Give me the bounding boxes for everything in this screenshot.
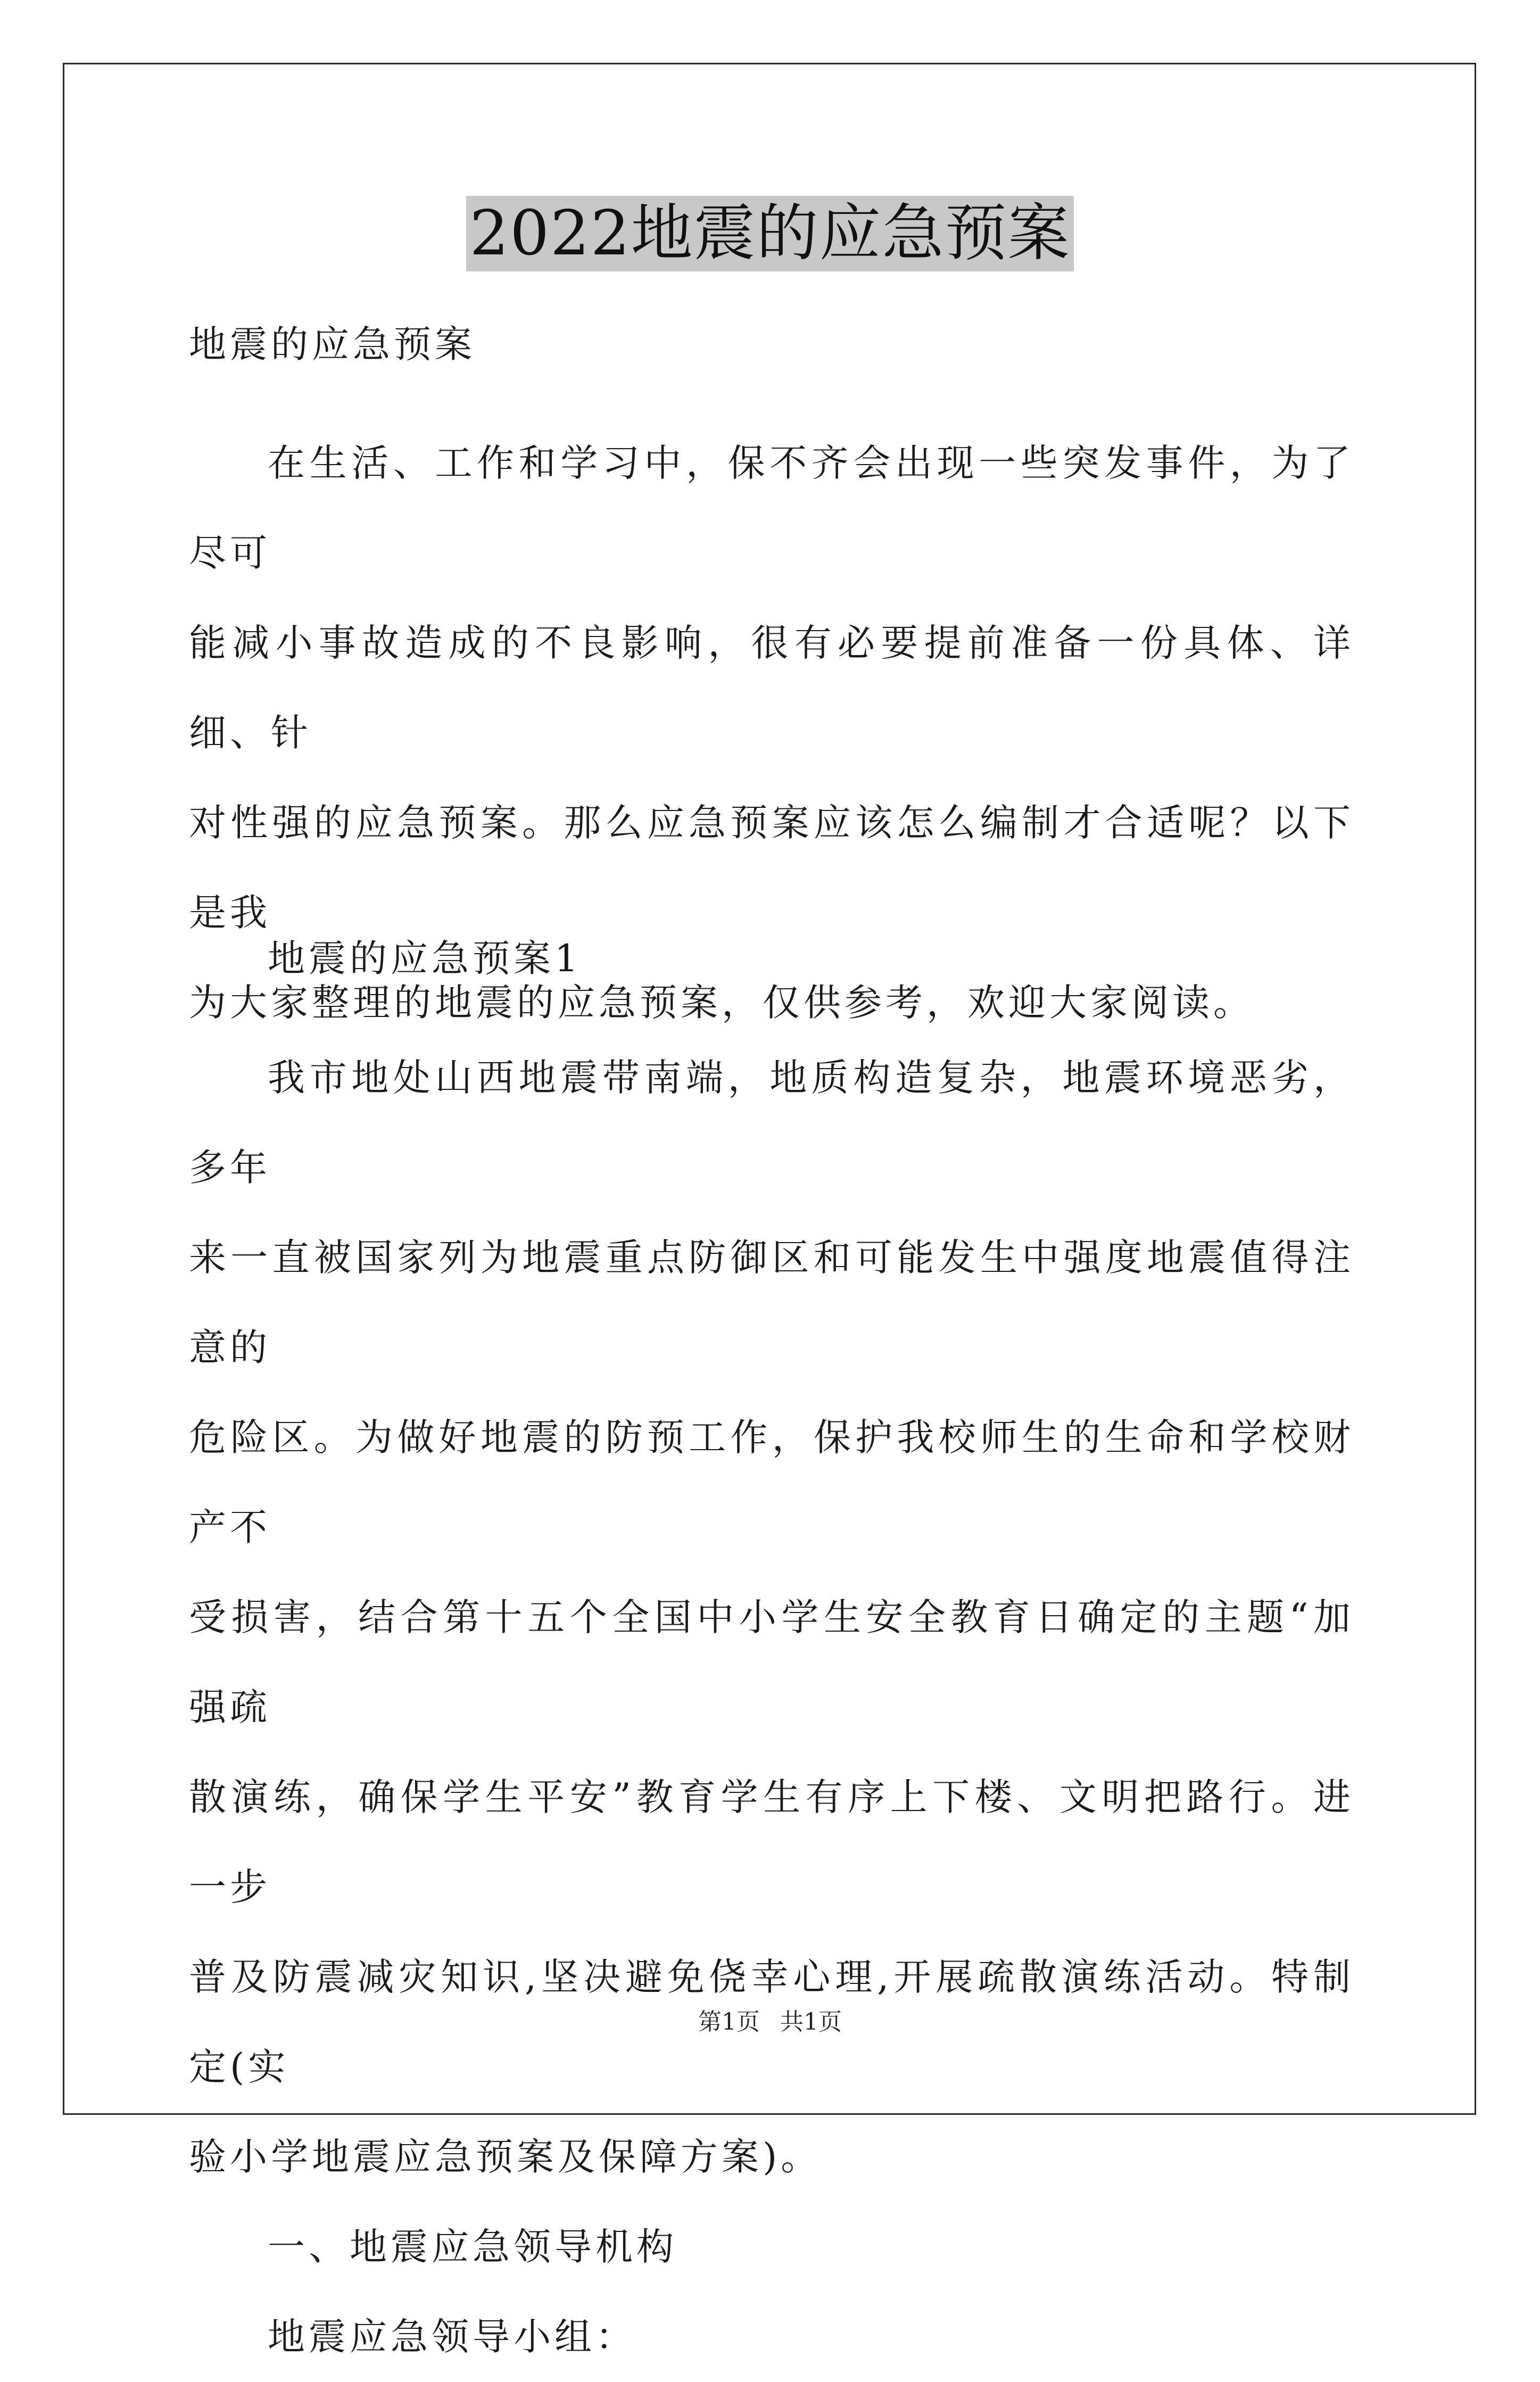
intro-line: 为大家整理的地震的应急预案，仅供参考，欢迎大家阅读。 (189, 981, 1254, 1024)
intro-line: 在生活、工作和学习中，保不齐会出现一些突发事件，为了尽可 (189, 441, 1354, 575)
document-title: 2022地震的应急预案 (466, 196, 1073, 271)
page-footer (0, 2006, 1540, 2038)
section1-line: 普及防震减灾知识,坚决避免侥幸心理,开展疏散演练活动。特制定(实 (189, 1955, 1354, 2089)
section1-line: 受损害，结合第十五个全国中小学生安全教育日确定的主题“加强疏 (189, 1595, 1354, 1729)
intro-line: 能减小事故造成的不良影响，很有必要提前准备一份具体、详细、针 (189, 621, 1354, 755)
item1-heading: 一、地震应急领导机构 (268, 2225, 677, 2269)
section1-heading-block (189, 914, 1354, 1004)
page-number: 第1页 (698, 2008, 760, 2036)
section1-paragraph (189, 1033, 1354, 2382)
page-total: 共1页 (780, 2008, 842, 2036)
intro-line: 对性强的应急预案。那么应急预案应该怎么编制才合适呢？以下是我 (189, 801, 1354, 934)
section1-line: 验小学地震应急预案及保障方案)。 (189, 2135, 822, 2179)
section1-line: 我市地处山西地震带南端，地质构造复杂，地震环境恶劣，多年 (189, 1056, 1354, 1189)
section1-line: 来一直被国家列为地震重点防御区和可能发生中强度地震值得注意的 (189, 1236, 1354, 1369)
intro-heading-block (189, 300, 1354, 390)
section1-heading: 地震的应急预案1 (268, 937, 582, 980)
section1-line: 散演练，确保学生平安”教育学生有序上下楼、文明把路行。进一步 (189, 1775, 1354, 1909)
section1-line: 危险区。为做好地震的防预工作，保护我校师生的生命和学校财产不 (189, 1416, 1354, 1549)
item1-subheading: 地震应急领导小组： (268, 2315, 636, 2359)
title-container (0, 196, 1540, 271)
intro-heading: 地震的应急预案 (189, 322, 476, 366)
